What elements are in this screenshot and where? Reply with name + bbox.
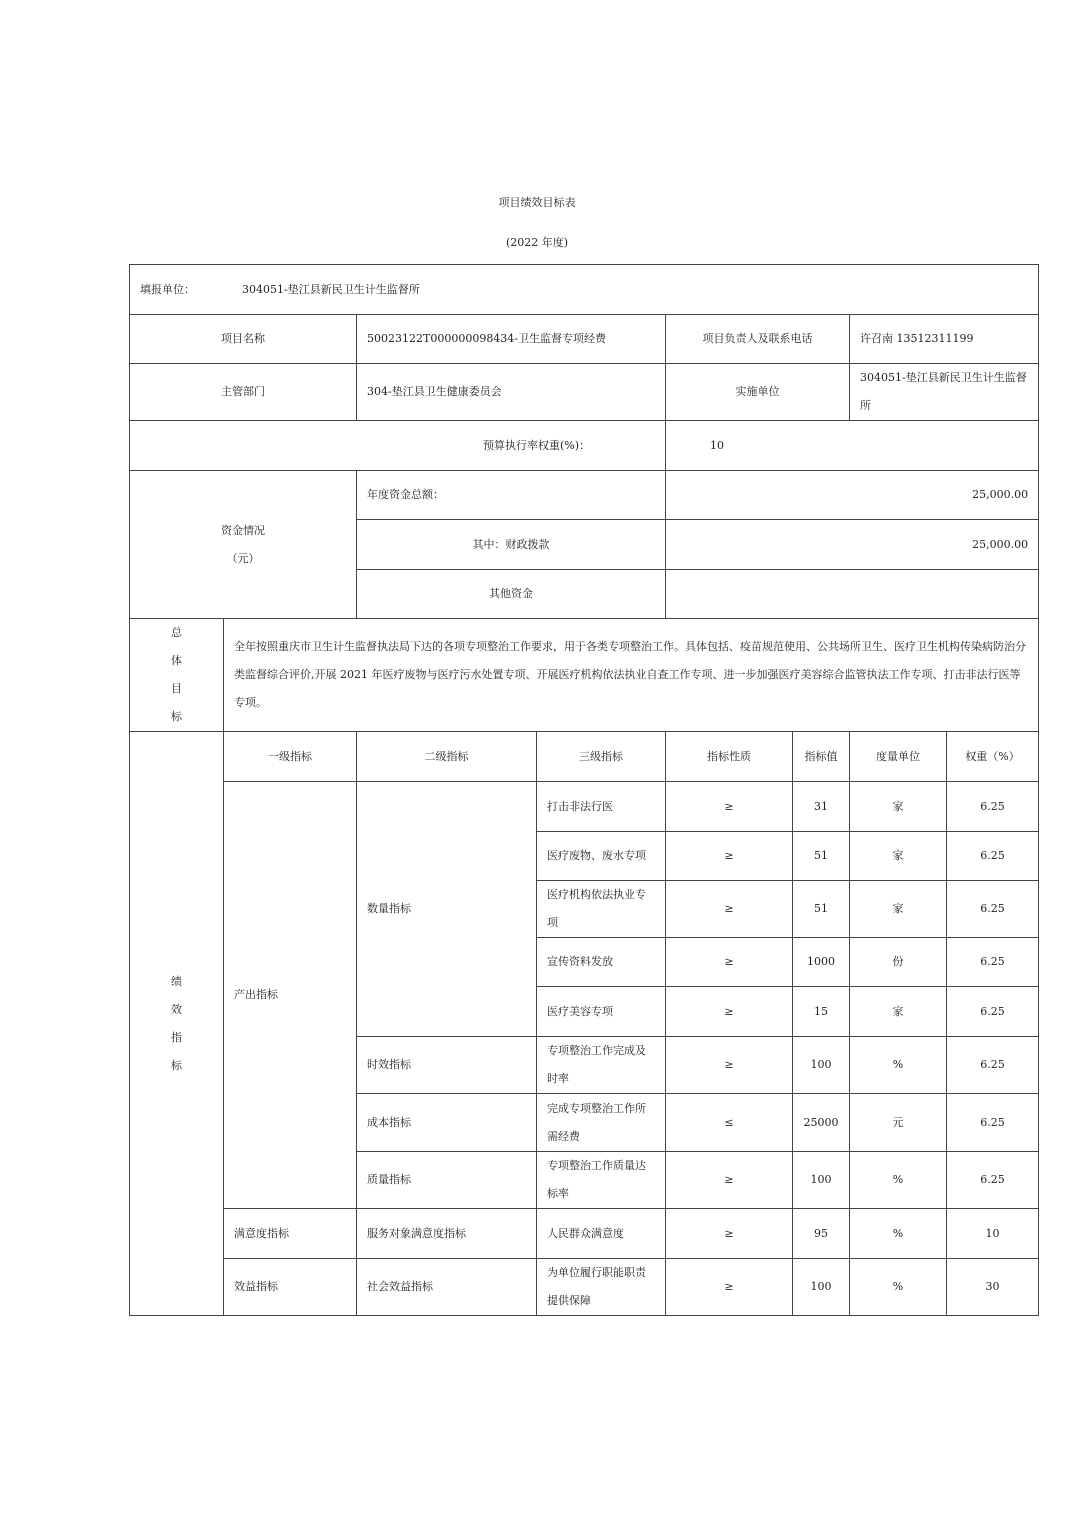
unit-cell: 家 [850, 881, 947, 938]
level2-satisfaction: 服务对象满意度指标 [357, 1209, 537, 1259]
level3-name: 打击非法行医 [537, 782, 666, 832]
page-title: 项目绩效目标表 [498, 196, 576, 209]
level3-name: 为单位履行职能职责提供保障 [537, 1259, 666, 1316]
header-level1: 一级指标 [224, 732, 357, 782]
year-subtitle: (2022 年度) [505, 236, 569, 249]
level2-timeliness: 时效指标 [357, 1037, 537, 1094]
header-level3: 三级指标 [537, 732, 666, 782]
value-cell: 100 [793, 1259, 850, 1316]
level2-quality: 质量指标 [357, 1152, 537, 1209]
unit-cell: % [850, 1037, 947, 1094]
contact-value: 许召南 13512311199 [850, 315, 1039, 364]
goal-label [130, 619, 224, 732]
level2-social: 社会效益指标 [357, 1259, 537, 1316]
unit-cell: 份 [850, 938, 947, 987]
dept-label: 主管部门 [130, 364, 357, 421]
table-row [130, 1209, 1039, 1259]
header-weight: 权重（%） [947, 732, 1039, 782]
value-cell: 1000 [793, 938, 850, 987]
header-value: 指标值 [793, 732, 850, 782]
funds-label-line2: （元） [226, 551, 260, 565]
level3-name: 专项整治工作完成及时率 [537, 1037, 666, 1094]
unit-cell: 家 [850, 782, 947, 832]
project-name-value: 50023122T000000098434-卫生监督专项经费 [357, 315, 666, 364]
level3-name: 专项整治工作质量达标率 [537, 1152, 666, 1209]
funds-other-value [666, 570, 1039, 619]
goal-text: 全年按照重庆市卫生计生监督执法局下达的各项专项整治工作要求，用于各类专项整治工作。具体包括、疫苗规范使用、公共场所卫生、医疗卫生机构传染病防治分类监督综合评价,开展 2021 年医疗废物与医疗污水处置专项、开展医疗机构依法执业自查工作专项、进一步加强医疗美容综合监管执法工作专项、打击非法行医等专项。 [224, 619, 1039, 732]
weight-cell: 6.25 [947, 881, 1039, 938]
unit-cell: 家 [850, 832, 947, 881]
budget-weight-label: 预算执行率权重(%)： [130, 421, 666, 471]
nature-cell: ≥ [666, 1037, 793, 1094]
impl-unit-value: 304051-垫江县新民卫生计生监督所 [850, 364, 1039, 421]
goal-label-char: 体 [171, 654, 182, 667]
funds-label-line1: 资金情况 [221, 523, 265, 537]
dept-value: 304-垫江县卫生健康委员会 [357, 364, 666, 421]
indicators-label-char: 标 [171, 1058, 182, 1072]
unit-cell: 家 [850, 987, 947, 1037]
funds-total-value: 25,000.00 [666, 471, 1039, 520]
unit-cell: 元 [850, 1094, 947, 1152]
value-cell: 31 [793, 782, 850, 832]
weight-cell: 6.25 [947, 782, 1039, 832]
goal-label-char: 标 [171, 710, 182, 723]
value-cell: 51 [793, 832, 850, 881]
nature-cell: ≤ [666, 1094, 793, 1152]
level3-name: 宣传资料发放 [537, 938, 666, 987]
header-unit: 度量单位 [850, 732, 947, 782]
header-nature: 指标性质 [666, 732, 793, 782]
value-cell: 25000 [793, 1094, 850, 1152]
weight-cell: 6.25 [947, 938, 1039, 987]
contact-label: 项目负责人及联系电话 [666, 315, 850, 364]
nature-cell: ≥ [666, 938, 793, 987]
impl-unit-label: 实施单位 [666, 364, 850, 421]
level3-name: 医疗美容专项 [537, 987, 666, 1037]
value-cell: 51 [793, 881, 850, 938]
fill-unit-value: 304051-垫江县新民卫生计生监督所 [242, 282, 420, 296]
project-name-label: 项目名称 [130, 315, 357, 364]
unit-cell: % [850, 1209, 947, 1259]
funds-fiscal-value: 25,000.00 [666, 520, 1039, 570]
goal-label-char: 总 [171, 626, 182, 639]
level1-benefit: 效益指标 [224, 1259, 357, 1316]
level1-satisfaction: 满意度指标 [224, 1209, 357, 1259]
weight-cell: 6.25 [947, 832, 1039, 881]
weight-cell: 6.25 [947, 1037, 1039, 1094]
nature-cell: ≥ [666, 1259, 793, 1316]
nature-cell: ≥ [666, 1209, 793, 1259]
weight-cell: 10 [947, 1209, 1039, 1259]
weight-cell: 6.25 [947, 987, 1039, 1037]
nature-cell: ≥ [666, 1152, 793, 1209]
weight-cell: 30 [947, 1259, 1039, 1316]
value-cell: 95 [793, 1209, 850, 1259]
nature-cell: ≥ [666, 832, 793, 881]
level3-name: 医疗机构依法执业专项 [537, 881, 666, 938]
value-cell: 100 [793, 1152, 850, 1209]
weight-cell: 6.25 [947, 1152, 1039, 1209]
nature-cell: ≥ [666, 881, 793, 938]
indicators-label-char: 指 [171, 1030, 182, 1044]
unit-cell: % [850, 1259, 947, 1316]
level3-name: 人民群众满意度 [537, 1209, 666, 1259]
fill-unit-cell [130, 265, 1039, 315]
table-row [130, 1259, 1039, 1316]
nature-cell: ≥ [666, 782, 793, 832]
unit-cell: % [850, 1152, 947, 1209]
table-row [130, 782, 1039, 832]
funds-label [130, 471, 357, 619]
weight-cell: 6.25 [947, 1094, 1039, 1152]
value-cell: 100 [793, 1037, 850, 1094]
level3-name: 医疗废物、废水专项 [537, 832, 666, 881]
indicators-label-char: 效 [171, 1002, 182, 1016]
funds-fiscal-label: 其中：财政拨款 [357, 520, 666, 570]
level2-quantity: 数量指标 [357, 782, 537, 1037]
goal-label-char: 目 [171, 682, 182, 695]
nature-cell: ≥ [666, 987, 793, 1037]
header-level2: 二级指标 [357, 732, 537, 782]
budget-weight-value: 10 [666, 421, 1039, 471]
level2-cost: 成本指标 [357, 1094, 537, 1152]
value-cell: 15 [793, 987, 850, 1037]
fill-unit-label: 填报单位： [140, 282, 195, 296]
level3-name: 完成专项整治工作所需经费 [537, 1094, 666, 1152]
level1-output: 产出指标 [224, 782, 357, 1209]
performance-table [129, 264, 1039, 1316]
indicators-label [130, 732, 224, 1316]
indicators-label-char: 绩 [171, 974, 182, 988]
funds-total-label: 年度资金总额： [357, 471, 666, 520]
funds-other-label: 其他资金 [357, 570, 666, 619]
